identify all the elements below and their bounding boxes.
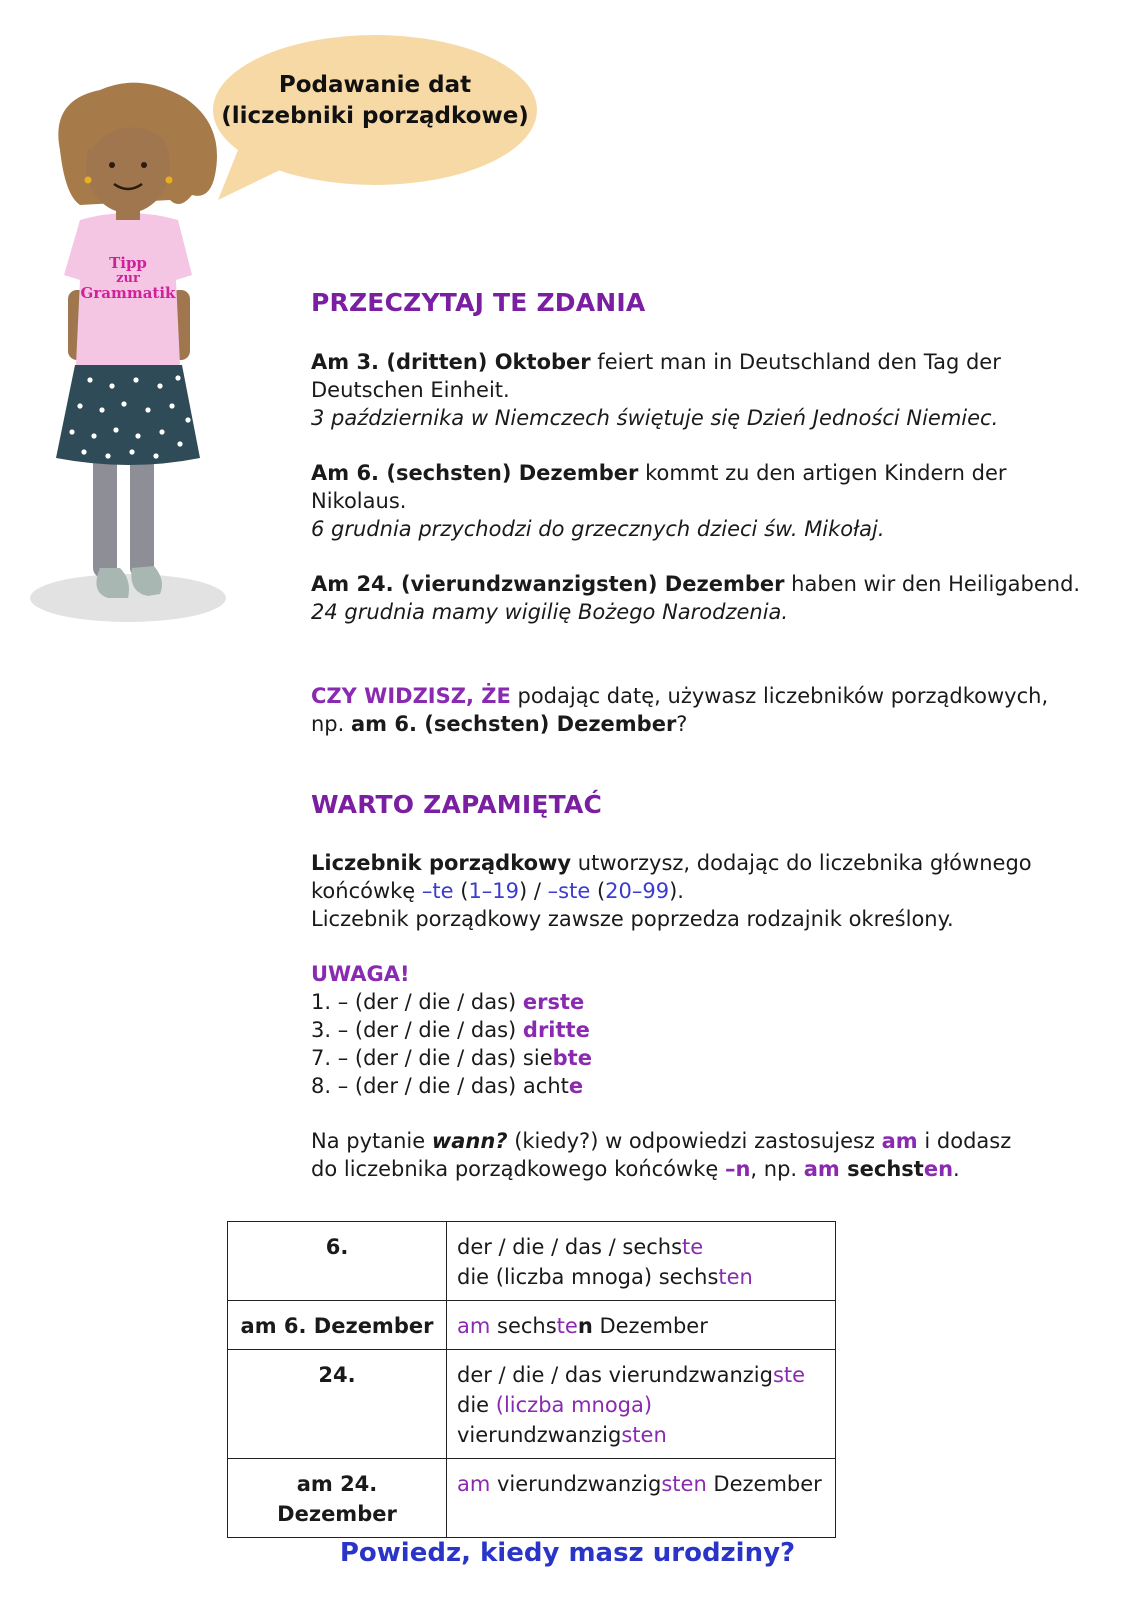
am-word: am bbox=[881, 1129, 918, 1153]
table-row bbox=[228, 1301, 836, 1350]
ordinal-table bbox=[227, 1221, 836, 1538]
question-mark: ? bbox=[676, 712, 688, 736]
section-heading-remember: WARTO ZAPAMIĘTAĆ bbox=[311, 790, 603, 819]
sentence2-translation: 6 grudnia przychodzi do grzecznych dzieci św. Mikołaj. bbox=[311, 517, 885, 541]
table-cell-forms: der / die / das / sechste die (liczba mnoga) sechsten bbox=[447, 1222, 836, 1301]
range-20-99: 20–99 bbox=[605, 879, 670, 903]
exception-item: 1. – (der / die / das) erste bbox=[311, 990, 585, 1014]
wann-word: wann? bbox=[431, 1129, 508, 1153]
rule-ending-label: końcówkę bbox=[311, 879, 422, 903]
table-row bbox=[228, 1350, 836, 1459]
exceptions-block bbox=[311, 960, 1091, 1100]
shirt-line2: zur bbox=[116, 271, 140, 286]
table-cell-forms: der / die / das vierundzwanzigste die (liczba mnoga) vierundzwanzigsten bbox=[447, 1350, 836, 1459]
sentence1-date: Am 3. (dritten) Oktober bbox=[311, 350, 591, 374]
exception-item: 7. – (der / die / das) siebte bbox=[311, 1046, 592, 1070]
uwaga-label: UWAGA! bbox=[311, 962, 410, 986]
table-cell-date: am 24. Dezember bbox=[228, 1459, 447, 1538]
table-cell-date: am 6. Dezember bbox=[228, 1301, 447, 1350]
paren-open-2: ( bbox=[590, 879, 606, 903]
sentence1-line2: Deutschen Einheit. bbox=[311, 378, 510, 402]
section-heading-read: PRZECZYTAJ TE ZDANIA bbox=[311, 288, 646, 317]
question-paragraph bbox=[311, 682, 1091, 738]
table-cell-example: am vierundzwanzigsten Dezember bbox=[447, 1459, 836, 1538]
example-sentence-1 bbox=[311, 348, 1091, 432]
girl-illustration bbox=[20, 80, 235, 625]
wann-paragraph: Na pytanie wann? (kiedy?) w odpowiedzi zastosujesz am i dodasz do liczebnika porządkowego końcówkę –n, np. am sechsten. bbox=[311, 1129, 1012, 1181]
sentence1-translation: 3 października w Niemczech świętuje się Dzień Jedności Niemiec. bbox=[311, 406, 999, 430]
footer-prompt: Powiedz, kiedy masz urodziny? bbox=[339, 1538, 796, 1568]
table-row bbox=[228, 1222, 836, 1301]
table-cell-example: am sechsten Dezember bbox=[447, 1301, 836, 1350]
shirt-line1: Tipp bbox=[109, 254, 147, 272]
rule-article: Liczebnik porządkowy zawsze poprzedza rodzajnik określony. bbox=[311, 907, 954, 931]
ending-te: –te bbox=[421, 879, 454, 903]
shirt-line3: Grammatik bbox=[80, 284, 176, 302]
sentence1-rest: feiert man in Deutschland den Tag der bbox=[590, 350, 1001, 374]
bubble-title-line1: Podawanie dat bbox=[278, 72, 472, 98]
example-sentence-3 bbox=[311, 570, 1111, 626]
rule-paragraph bbox=[311, 849, 1091, 933]
question-np: np. bbox=[311, 712, 351, 736]
rule-rest: utworzysz, dodając do liczebnika głównego bbox=[571, 851, 1032, 875]
table-cell-number: 24. bbox=[228, 1350, 447, 1459]
sentence2-rest: kommt zu den artigen Kindern der bbox=[638, 461, 1007, 485]
paren-close-2: ). bbox=[669, 879, 684, 903]
paren-close-1: ) / bbox=[519, 879, 548, 903]
sentence2-date: Am 6. (sechsten) Dezember bbox=[311, 461, 639, 485]
question-example: am 6. (sechsten) Dezember bbox=[351, 712, 677, 736]
table-row bbox=[228, 1459, 836, 1538]
bubble-title bbox=[210, 70, 540, 132]
sentence3-translation: 24 grudnia mamy wigilię Bożego Narodzenia. bbox=[311, 600, 789, 624]
ending-n: –n bbox=[724, 1157, 751, 1181]
sentence3-rest: haben wir den Heiligabend. bbox=[784, 572, 1081, 596]
example-sentence-2 bbox=[311, 459, 1091, 543]
range-1-19: 1–19 bbox=[468, 879, 520, 903]
exception-item: 3. – (der / die / das) dritte bbox=[311, 1018, 590, 1042]
table-cell-number: 6. bbox=[228, 1222, 447, 1301]
question-lead: CZY WIDZISZ, ŻE bbox=[311, 684, 511, 708]
ending-ste: –ste bbox=[547, 879, 591, 903]
sentence2-line2: Nikolaus. bbox=[311, 489, 407, 513]
question-rest: podając datę, używasz liczebników porządkowych, bbox=[510, 684, 1049, 708]
paren-open-1: ( bbox=[453, 879, 469, 903]
sentence3-date: Am 24. (vierundzwanzigsten) Dezember bbox=[311, 572, 785, 596]
bubble-title-line2: (liczebniki porządkowe) bbox=[221, 103, 529, 129]
rule-term: Liczebnik porządkowy bbox=[311, 851, 572, 875]
exception-item: 8. – (der / die / das) achte bbox=[311, 1074, 584, 1098]
